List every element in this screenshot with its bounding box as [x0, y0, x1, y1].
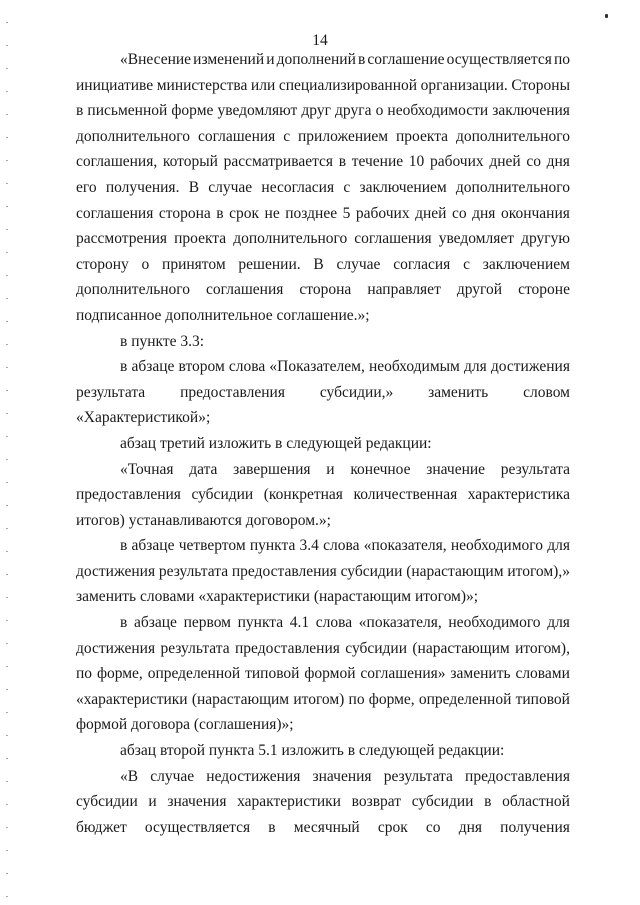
- text-line: «Характеристикой»;: [76, 409, 211, 427]
- text-line: бюджет осуществляется в месячный срок со дня получения: [76, 818, 570, 836]
- scan-edge-marks: [6, 0, 8, 905]
- text-line: по форме, определенной типовой формой соглашения» заменить словами: [76, 665, 570, 683]
- text-line: заменить словами «характеристики (нарастающим итогом)»;: [76, 588, 479, 606]
- text-line: абзац второй пункта 5.1 изложить в следующей редакции:: [120, 742, 505, 760]
- scan-speck: [605, 14, 608, 18]
- text-line: соглашения, который рассматривается в течение 10 рабочих дней со дня: [76, 153, 570, 171]
- text-line: в письменной форме уведомляют друг друга о необходимости заключения: [76, 102, 570, 120]
- text-line: инициативе министерства или специализированной организации. Стороны: [76, 76, 570, 94]
- document-body: [76, 47, 570, 840]
- text-line: достижения результата предоставления субсидии (нарастающим итогом),: [76, 639, 570, 657]
- text-line: результата предоставления субсидии,» заменить словом: [76, 383, 570, 401]
- text-line: в пункте 3.3:: [120, 332, 205, 350]
- text-line: рассмотрения проекта дополнительного соглашения уведомляет другую: [76, 230, 570, 248]
- text-line: «В случае недостижения значения результата предоставления: [120, 767, 570, 785]
- text-line: дополнительного соглашения с приложением проекта дополнительного: [76, 127, 570, 145]
- text-line: формой договора (соглашения)»;: [76, 716, 294, 734]
- text-line: подписанное дополнительное соглашение.»;: [76, 306, 370, 324]
- text-line: итогов) устанавливаются договором.»;: [76, 511, 331, 529]
- text-line: дополнительного соглашения сторона направляет другой стороне: [76, 281, 570, 299]
- page-number: 14: [312, 32, 328, 49]
- text-line: «Внесение изменений и дополнений в соглашение осуществляется по: [120, 51, 570, 68]
- text-line: абзац третий изложить в следующей редакции:: [120, 434, 432, 452]
- text-line: в абзаце втором слова «Показателем, необходимым для достижения: [120, 358, 570, 376]
- text-line: субсидии и значения характеристики возврат субсидии в областной: [76, 793, 570, 811]
- text-line: его получения. В случае несогласия с заключением дополнительного: [76, 178, 570, 196]
- text-line: достижения результата предоставления субсидии (нарастающим итогом),»: [76, 562, 570, 580]
- text-line: сторону о принятом решении. В случае согласия с заключением: [76, 255, 570, 273]
- text-line: предоставления субсидии (конкретная количественная характеристика: [76, 486, 570, 504]
- text-line: в абзаце четвертом пункта 3.4 слова «показателя, необходимого для: [120, 537, 570, 555]
- text-line: «Точная дата завершения и конечное значение результата: [120, 460, 570, 478]
- text-line: «характеристики (нарастающим итогом) по форме, определенной типовой: [76, 690, 570, 708]
- text-line: в абзаце первом пункта 4.1 слова «показателя, необходимого для: [120, 614, 570, 632]
- text-line: соглашения сторона в срок не позднее 5 рабочих дней со дня окончания: [76, 204, 570, 222]
